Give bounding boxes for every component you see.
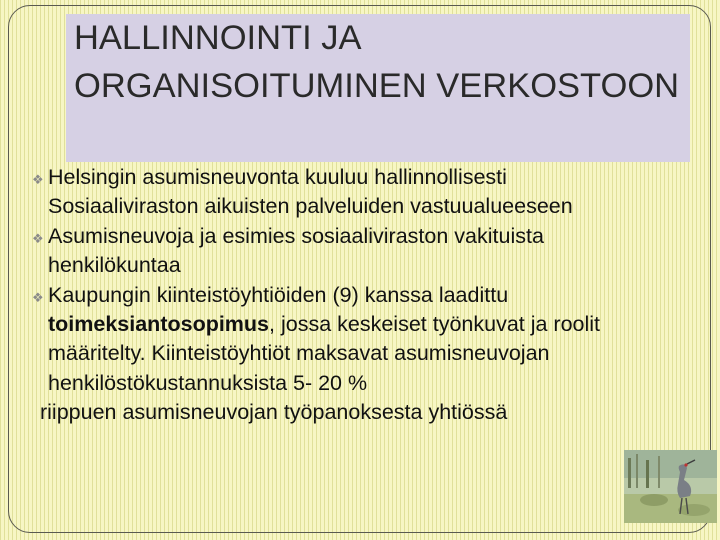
diamond-bullet-icon: ❖ (32, 289, 44, 305)
slide-title: HALLINNOINTI JA ORGANISOITUMINEN VERKOSTOON (74, 19, 680, 105)
bullet-item (26, 163, 626, 222)
bullet-text (48, 281, 626, 399)
slide-body (26, 163, 626, 428)
bullet-text: Helsingin asumisneuvonta kuuluu hallinnollisesti Sosiaaliviraston aikuisten palveluiden vastuualueeseen (48, 165, 573, 219)
bullet-item (26, 281, 626, 399)
diamond-bullet-icon: ❖ (32, 172, 44, 187)
bullet-continuation: riippuen asumisneuvojan työpanoksesta yhtiössä (40, 400, 508, 425)
bullet-bold-term: toimeksiantosopimus (48, 312, 270, 337)
bullet-item (26, 222, 626, 281)
diamond-bullet-icon: ❖ (32, 230, 44, 246)
bullet-text-part: Kaupungin kiinteistöyhtiöiden (9) kanssa laadittu (48, 282, 509, 307)
crane-photo-image (624, 450, 717, 523)
bullet-text-part: , jossa keskeiset työnkuvat ja roolit määritelty. Kiinteistöyhtiöt maksavat asumisneuvojan henkilöstökustannuksista 5- 20 % (48, 312, 601, 395)
bullet-text: Asumisneuvoja ja esimies sosiaaliviraston vakituista henkilökuntaa (48, 223, 544, 278)
